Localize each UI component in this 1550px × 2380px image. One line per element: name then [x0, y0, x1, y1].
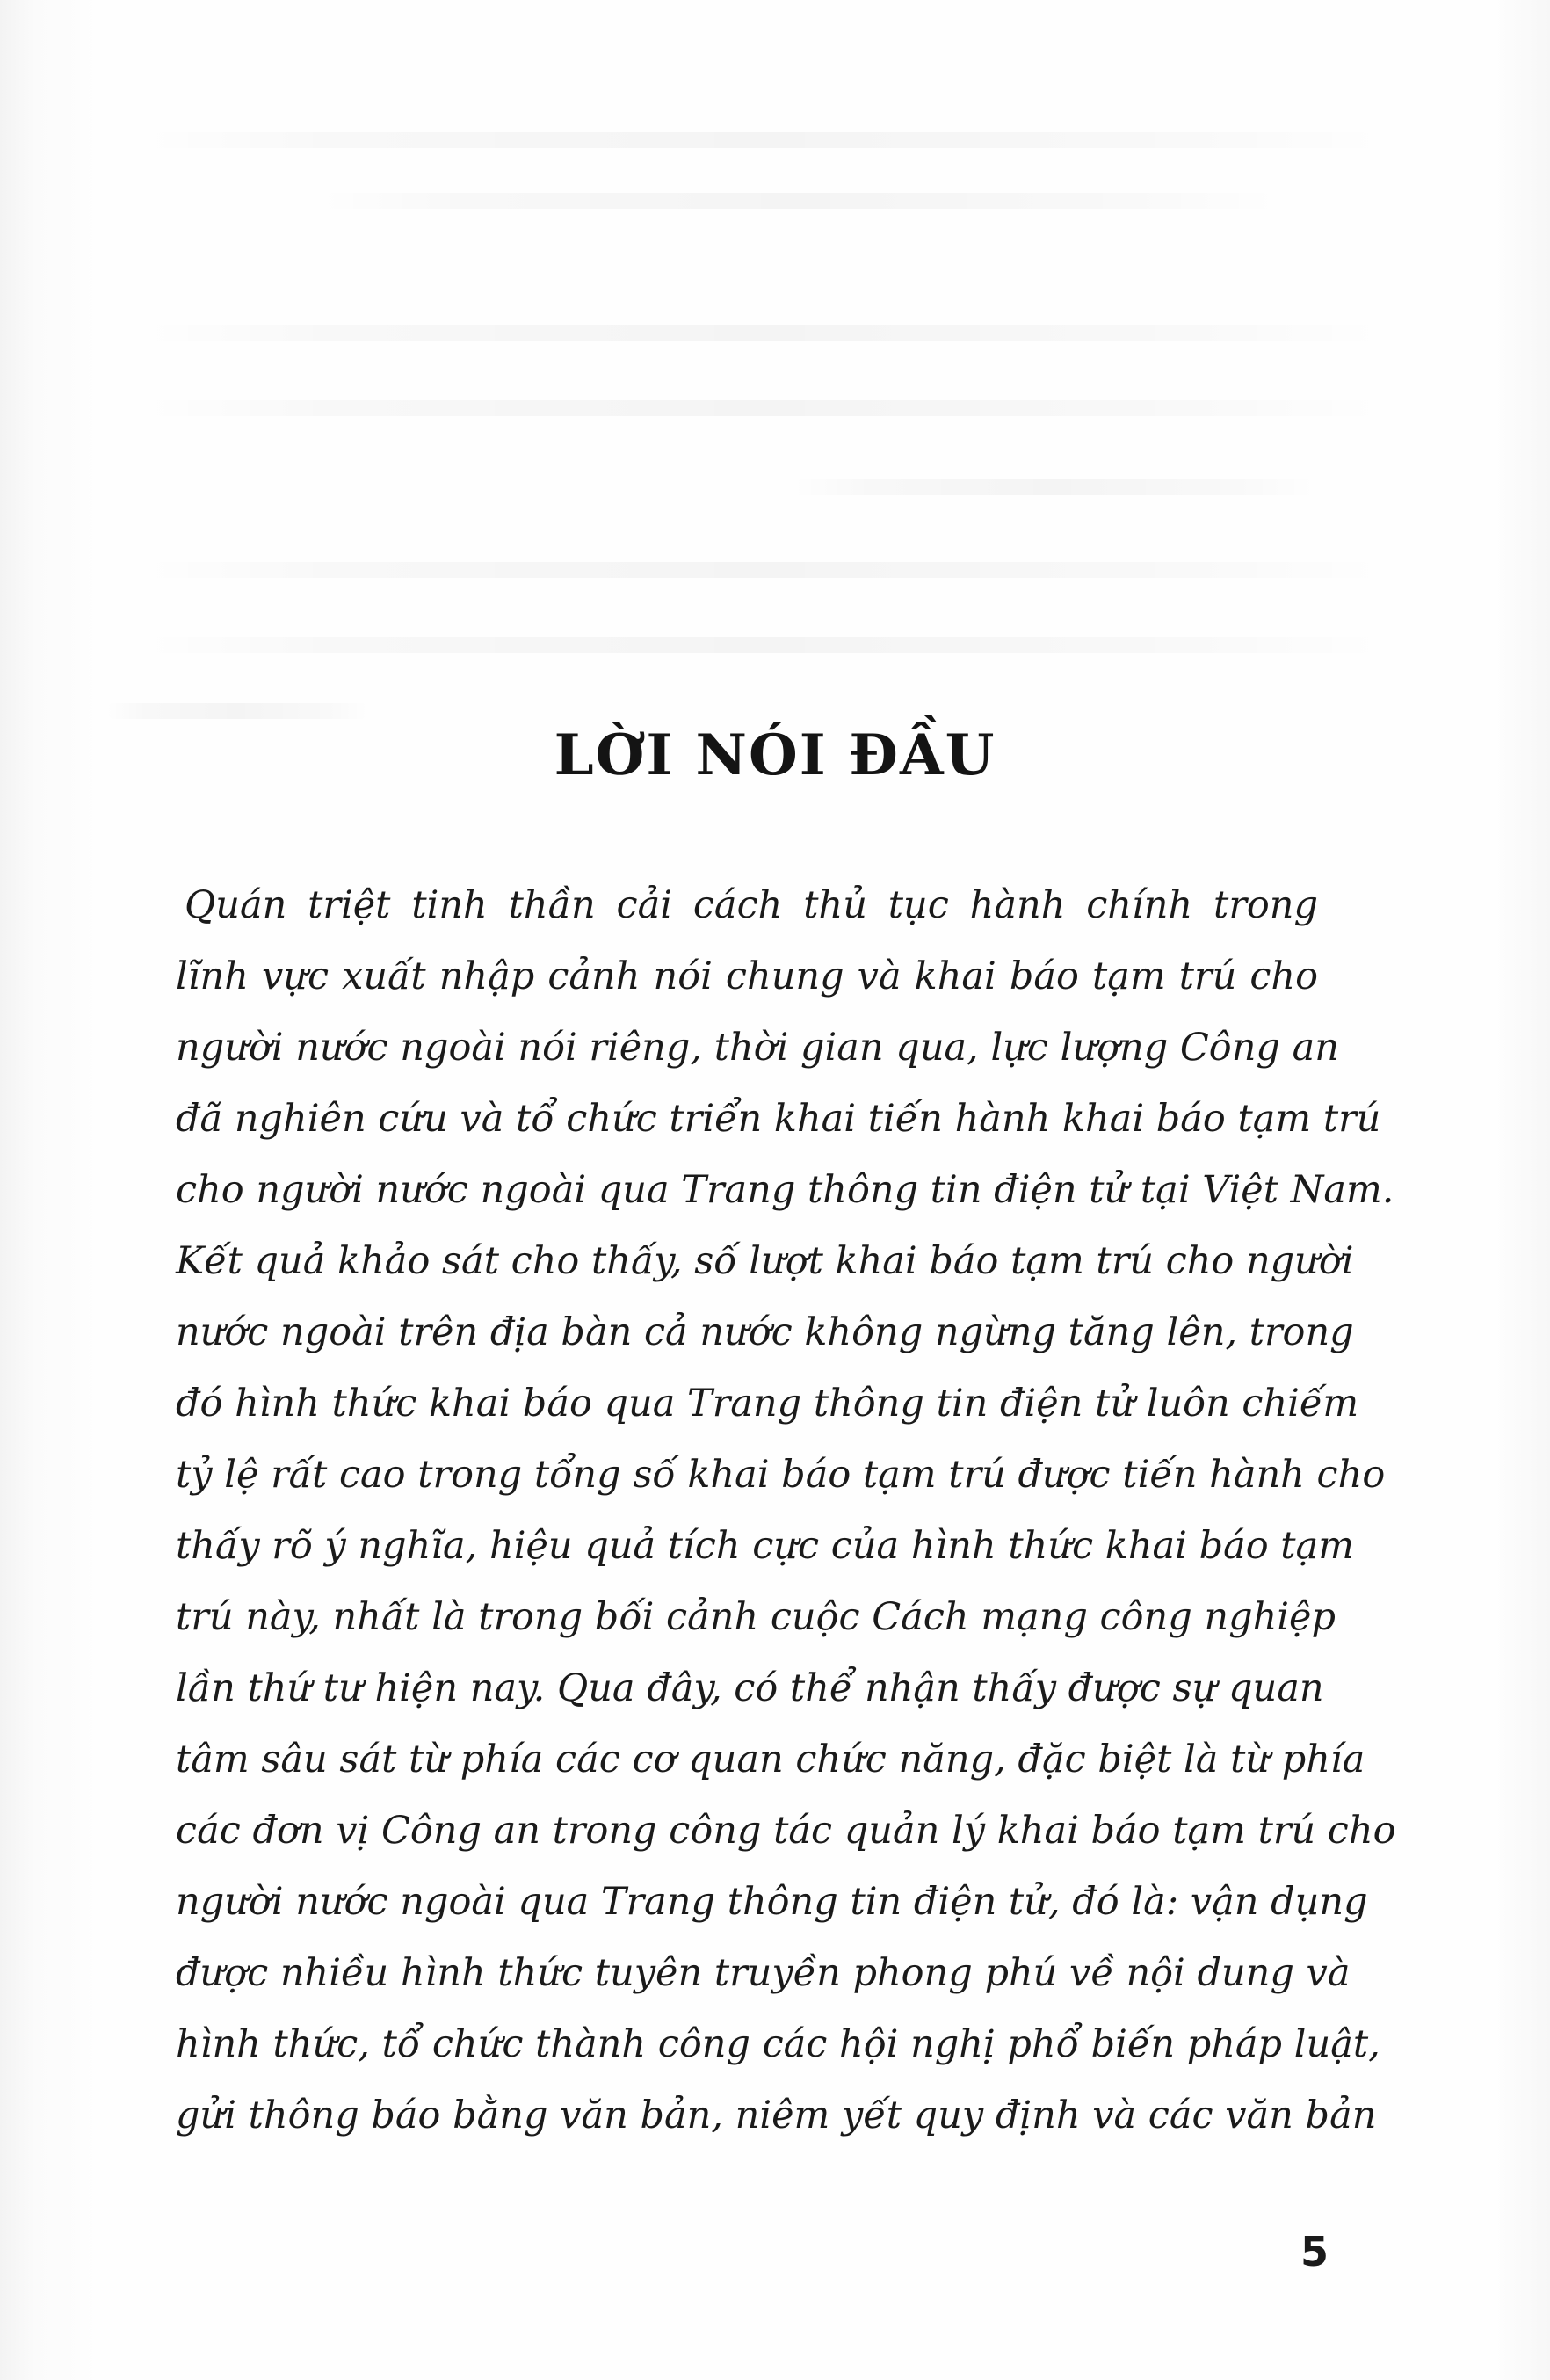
bleed-through-mark [141, 132, 1388, 148]
text-line: các đơn vị Công an trong công tác quản lý khai báo tạm trú cho [176, 1809, 1396, 1853]
bleed-through-mark [791, 479, 1318, 495]
text-line: cho người nước ngoài qua Trang thông tin điện tử tại Việt Nam. [176, 1168, 1394, 1212]
text-line: thấy rõ ý nghĩa, hiệu quả tích cực của hình thức khai báo tạm [176, 1524, 1354, 1568]
text-line: tâm sâu sát từ phía các cơ quan chức năng, đặc biệt là từ phía [176, 1738, 1365, 1781]
text-line: người nước ngoài qua Trang thông tin điện tử, đó là: vận dụng [176, 1880, 1368, 1924]
text-line: đó hình thức khai báo qua Trang thông tin điện tử luôn chiếm [176, 1382, 1359, 1426]
text-line: tỷ lệ rất cao trong tổng số khai báo tạm trú được tiến hành cho [176, 1453, 1386, 1497]
text-line: đã nghiên cứu và tổ chức triển khai tiến hành khai báo tạm trú [176, 1097, 1381, 1141]
text-line: nước ngoài trên địa bàn cả nước không ngừng tăng lên, trong [176, 1310, 1354, 1354]
text-line: người nước ngoài nói riêng, thời gian qua, lực lượng Công an [176, 1026, 1339, 1070]
page-number: 5 [1300, 2228, 1329, 2275]
text-line: hình thức, tổ chức thành công các hội nghị phổ biến pháp luật, [176, 2022, 1380, 2066]
text-line: lĩnh vực xuất nhập cảnh nói chung và khai báo tạm trú cho [176, 954, 1318, 998]
bleed-through-mark [141, 400, 1388, 416]
bleed-through-mark [141, 637, 1388, 653]
page-title: LỜI NÓI ĐẦU [554, 722, 996, 788]
text-line: Quán triệt tinh thần cải cách thủ tục hành chính trong [185, 883, 1318, 927]
bleed-through-mark [141, 325, 1388, 341]
text-line: được nhiều hình thức tuyên truyền phong phú về nội dung và [176, 1951, 1351, 1995]
text-line: Kết quả khảo sát cho thấy, số lượt khai báo tạm trú cho người [176, 1239, 1354, 1283]
text-line: lần thứ tư hiện nay. Qua đây, có thể nhận thấy được sự quan [176, 1666, 1324, 1710]
text-line: trú này, nhất là trong bối cảnh cuộc Cách mạng công nghiệp [176, 1595, 1336, 1639]
bleed-through-mark [105, 703, 369, 719]
text-line: gửi thông báo bằng văn bản, niêm yết quy định và các văn bản [176, 2093, 1377, 2137]
bleed-through-mark [316, 193, 1283, 209]
bleed-through-mark [141, 562, 1388, 578]
preface-paragraph [176, 870, 1396, 2151]
